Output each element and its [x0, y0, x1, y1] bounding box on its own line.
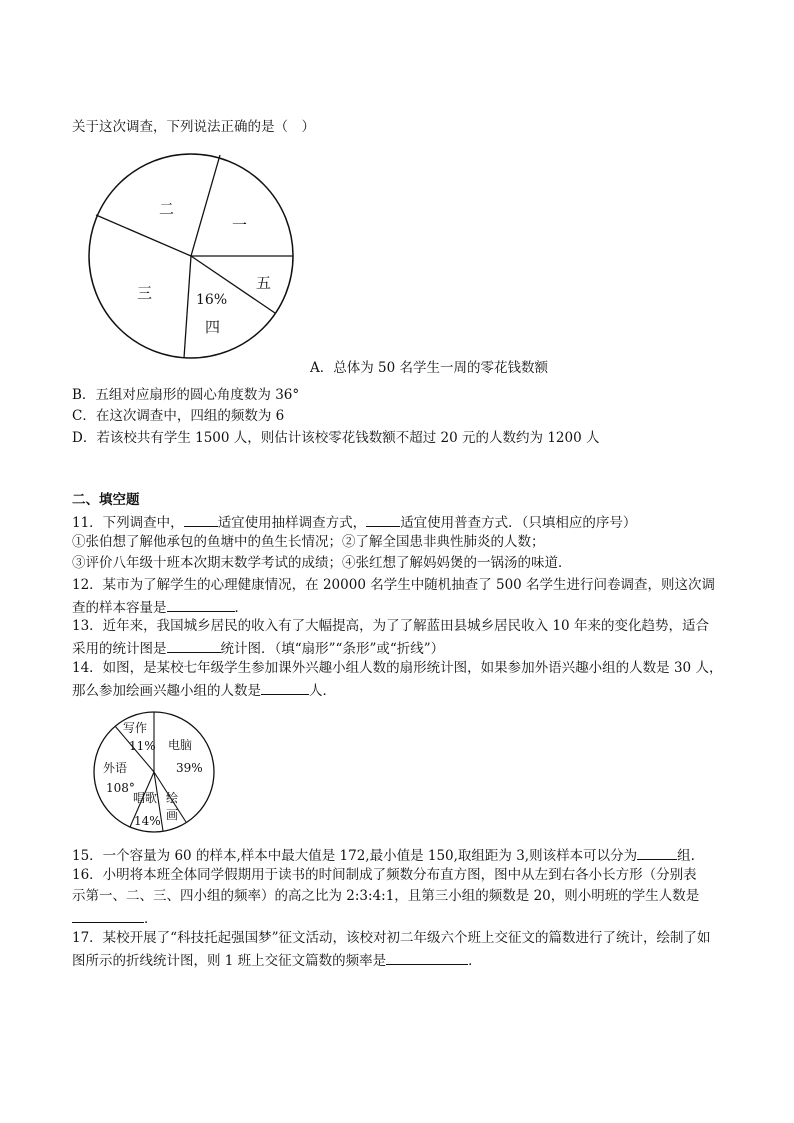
q16-suffix: ．: [144, 911, 158, 927]
q12-line1: 12．某市为了解学生的心理健康情况，在 20000 名学生中随机抽查了 500 名学生进行问卷调查，则这次调: [72, 577, 716, 593]
q15-prefix: 15．一个容量为 60 的样本,样本中最大值是 172,最小值是 150,取组距为 3,则该样本可以分为: [72, 848, 638, 864]
q15-suffix: 组.: [677, 848, 695, 864]
q14-line1: 14．如图，是某校七年级学生参加课外兴趣小组人数的扇形统计图，如果参加外语兴趣小组的人数是 30 人，: [72, 660, 723, 676]
q13-blank[interactable]: [167, 638, 221, 653]
q12-prefix: 查的样本容量是: [72, 600, 167, 616]
q13-line2: [72, 638, 444, 658]
q17-suffix: ．: [468, 953, 482, 969]
q17-line1: 17．某校开展了“科技托起强国梦”征文活动，该校对初二年级六个班上交征文的篇数进行了统计，绘制了如: [72, 930, 711, 946]
q14-suffix: 人．: [309, 683, 336, 699]
q14-label-writing: 写作: [123, 721, 148, 735]
q10-pie-chart: [82, 148, 312, 363]
q11-prefix: 11．下列调查中，: [72, 515, 184, 531]
q12-suffix: ．: [234, 600, 248, 616]
q14-label-writing-pct: 11%: [129, 739, 156, 753]
q17-line2: [72, 950, 482, 970]
section-title: 二、填空题: [72, 492, 140, 508]
q14-label-singing: 唱歌: [133, 791, 158, 805]
q10-label-2: 二: [159, 200, 175, 218]
q14-line2: [72, 680, 336, 700]
q15-blank[interactable]: [637, 845, 677, 860]
q14-label-foreign-deg: 108°: [106, 781, 135, 795]
q11-suffix: 适宜使用普查方式．（只填相应的序号）: [400, 515, 637, 531]
q14-label-foreign: 外语: [103, 761, 128, 775]
q10-option-c: C．在这次调查中，四组的频数为 6: [72, 408, 285, 424]
q16-line2: 示第一、二、三、四小组的频率）的高之比为 2:3:4:1，且第三小组的频数是 20，则小明班的学生人数是: [72, 888, 700, 904]
q14-label-computer: 电脑: [168, 738, 193, 752]
q11-blank-2[interactable]: [366, 512, 400, 527]
q14-prefix: 那么参加绘画兴趣小组的人数是: [72, 683, 261, 699]
q11-blank-1[interactable]: [184, 512, 218, 527]
q14-label-computer-pct: 39%: [176, 761, 203, 775]
q17-prefix: 图所示的折线统计图，则 1 班上交征文篇数的频率是: [72, 953, 387, 969]
q16-line3: [72, 908, 158, 928]
q10-label-4: 四: [205, 318, 221, 336]
q10-label-3: 三: [137, 284, 153, 302]
q16-line1: 16．小明将本班全体同学假期用于读书的时间制成了频数分布直方图，图中从左到右各小长方形（分别表: [72, 867, 697, 883]
q10-option-b: B．五组对应扇形的圆心角度数为 36°: [72, 387, 300, 403]
q14-label-singing-pct: 14%: [134, 814, 161, 828]
q10-stem: 关于这次调查，下列说法正确的是（ ）: [72, 119, 315, 135]
q14-label-drawing-1: 绘: [166, 791, 179, 805]
q10-label-5: 五: [256, 274, 272, 292]
q10-label-1: 一: [232, 216, 248, 234]
q10-option-a: A．总体为 50 名学生一周的零花钱数额: [310, 360, 549, 376]
q15-line: [72, 845, 695, 865]
q10-option-d: D．若该校共有学生 1500 人，则估计该校零花钱数额不超过 20 元的人数约为 1200 人: [72, 430, 600, 446]
q12-blank[interactable]: [167, 597, 235, 612]
q12-line2: [72, 597, 248, 617]
q11-line3: ③评价八年级十班本次期末数学考试的成绩；④张红想了解妈妈煲的一锅汤的味道．: [72, 555, 572, 571]
q14-label-drawing-2: 画: [166, 808, 179, 822]
q16-blank[interactable]: [72, 908, 144, 923]
q13-line1: 13．近年来，我国城乡居民的收入有了大幅提高，为了了解蓝田县城乡居民收入 10 年来的变化趋势，适合: [72, 618, 709, 634]
q17-blank[interactable]: [386, 950, 468, 965]
q13-suffix: 统计图．（填“扇形”“条形”或“折线”）: [220, 641, 445, 657]
q10-label-4-percent: 16%: [196, 292, 228, 308]
q13-prefix: 采用的统计图是: [72, 641, 167, 657]
q14-pie-chart: [92, 710, 218, 836]
q11-line2: ①张伯想了解他承包的鱼塘中的鱼生长情况；②了解全国患非典性肺炎的人数；: [72, 534, 545, 550]
q11-mid: 适宜使用抽样调查方式，: [217, 515, 367, 531]
q14-blank[interactable]: [261, 680, 309, 695]
q11-line1: [72, 512, 636, 532]
